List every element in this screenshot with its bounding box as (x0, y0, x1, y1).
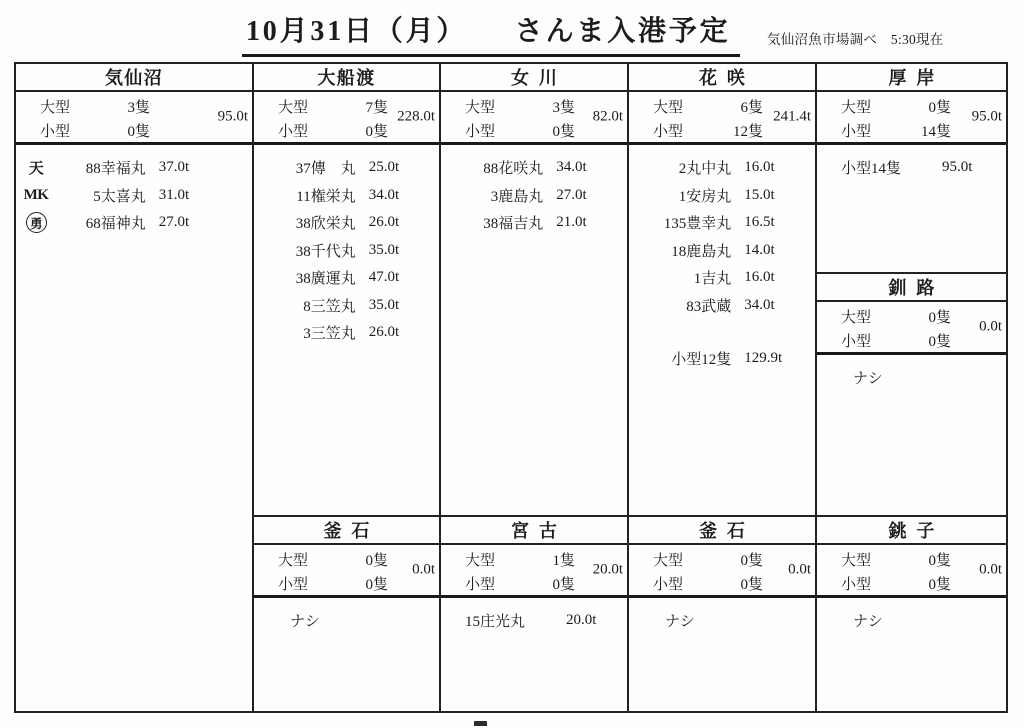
boat-tons: 16.0t (744, 269, 775, 286)
port-name: 宮古 (511, 521, 567, 541)
boat-tons: 37.0t (158, 159, 190, 176)
boat-tons: 25.0t (368, 159, 400, 176)
small-count: 14隻 (921, 123, 952, 140)
large-label: 大型 (841, 99, 872, 116)
port-section-kesennuma (16, 64, 252, 711)
small-count: 0隻 (552, 123, 576, 140)
boat-name: 小型14隻 (841, 161, 902, 178)
boat-name: 2丸中丸 (678, 161, 732, 178)
boat-row (16, 154, 252, 182)
page-header (0, 0, 1024, 62)
port-header (817, 517, 1006, 545)
port-section-onagawa (441, 64, 627, 515)
total-tonnage: 0.0t (412, 561, 435, 578)
boat-tons: 27.0t (158, 214, 190, 231)
boat-name: 15庄光丸 (465, 614, 526, 631)
total-tonnage: 0.0t (979, 561, 1002, 578)
large-count: 0隻 (740, 552, 764, 569)
summary-row-small (817, 328, 1006, 352)
boat-list (254, 145, 439, 515)
total-tonnage: 241.4t (773, 108, 811, 125)
small-count: 0隻 (365, 576, 389, 593)
boat-row (629, 154, 815, 182)
no-ships-label: ナシ (290, 614, 320, 631)
large-count: 7隻 (365, 99, 389, 116)
port-section-ofunato (254, 64, 439, 515)
boat-row (441, 182, 627, 210)
no-ships-row (817, 364, 1006, 392)
large-label: 大型 (40, 99, 71, 116)
boat-list (441, 598, 627, 711)
port-header (441, 517, 627, 545)
large-label: 大型 (465, 552, 496, 569)
port-header (254, 517, 439, 545)
large-label: 大型 (653, 99, 684, 116)
port-header (16, 64, 252, 92)
boat-list (817, 598, 1006, 711)
page-title: 10月31日（月） さんま入港予定 (242, 9, 740, 57)
boat-list (817, 355, 1006, 515)
large-label: 大型 (278, 552, 309, 569)
no-ships-row (629, 607, 815, 635)
no-ships-row (254, 607, 439, 635)
mark-ten: 天 (28, 161, 44, 178)
no-ships-label: ナシ (853, 614, 883, 631)
column-onagawa (439, 64, 627, 711)
boat-name: 5太喜丸 (93, 188, 146, 205)
port-name: 釧路 (888, 278, 945, 298)
column-akkeshi-kushiro (815, 64, 1006, 711)
port-section-miyako (441, 515, 627, 711)
boat-row (441, 209, 627, 237)
large-label: 大型 (465, 99, 496, 116)
boat-row (254, 209, 439, 237)
no-ships-label: ナシ (665, 614, 695, 631)
boat-row (441, 607, 627, 635)
small-count: 0隻 (365, 123, 389, 140)
boat-row (629, 182, 815, 210)
small-label: 小型 (278, 576, 309, 593)
column-ofunato (252, 64, 439, 711)
no-ships-label: ナシ (853, 371, 883, 388)
port-name: 釜石 (323, 521, 380, 541)
port-summary (441, 92, 627, 145)
boat-tons: 26.0t (368, 324, 400, 341)
boat-tons: 34.0t (368, 186, 400, 203)
boat-row (254, 154, 439, 182)
large-label: 大型 (278, 99, 309, 116)
boat-name: 37傳 丸 (295, 161, 356, 178)
boat-row (629, 292, 815, 320)
large-count: 0隻 (365, 552, 389, 569)
total-tonnage: 82.0t (592, 108, 623, 125)
boat-row (16, 209, 252, 237)
total-tonnage: 20.0t (592, 561, 623, 578)
arrival-table (14, 62, 1008, 713)
port-section-hanasaki (629, 64, 815, 515)
boat-list (629, 598, 815, 711)
small-label: 小型 (841, 123, 872, 140)
port-summary (16, 92, 252, 145)
port-header (817, 274, 1006, 302)
boat-tons: 35.0t (368, 296, 400, 313)
small-label: 小型 (841, 333, 872, 350)
small-count: 0隻 (928, 576, 952, 593)
source-note: 気仙沼魚市場調べ 5:30現在 (767, 32, 944, 47)
boat-tons: 15.0t (744, 186, 775, 203)
no-ships-row (817, 607, 1006, 635)
small-label: 小型 (465, 576, 496, 593)
port-header (254, 64, 439, 92)
small-count: 0隻 (740, 576, 764, 593)
port-name: 大船渡 (317, 68, 376, 88)
boat-tons: 20.0t (566, 612, 597, 629)
boat-name: 18鹿島丸 (671, 243, 732, 260)
subtotal-label: 小型12隻 (671, 352, 732, 369)
boat-row (629, 264, 815, 292)
boat-tons: 27.0t (556, 186, 587, 203)
page-number-mark (474, 721, 487, 726)
small-label: 小型 (40, 123, 71, 140)
boat-tons: 35.0t (368, 241, 400, 258)
column-hanasaki (627, 64, 815, 711)
small-count: 0隻 (928, 333, 952, 350)
large-count: 6隻 (740, 99, 764, 116)
boat-row (817, 154, 1006, 182)
large-count: 3隻 (127, 99, 151, 116)
boat-name: 38福吉丸 (483, 216, 544, 233)
boat-name: 38欣栄丸 (295, 216, 356, 233)
large-count: 3隻 (552, 99, 576, 116)
boat-name: 11権栄丸 (296, 188, 356, 205)
boat-tons: 26.0t (368, 214, 400, 231)
port-summary (817, 545, 1006, 598)
boat-row (254, 237, 439, 265)
boat-tons: 21.0t (556, 214, 587, 231)
mark-mk: MK (23, 186, 49, 203)
port-name: 女川 (511, 68, 567, 88)
boat-name: 88幸福丸 (85, 161, 146, 178)
small-count: 0隻 (552, 576, 576, 593)
small-label: 小型 (465, 123, 496, 140)
port-header (629, 64, 815, 92)
boat-tons: 16.5t (744, 214, 775, 231)
buyer-mark (16, 212, 56, 233)
boat-name: 135豊幸丸 (663, 216, 732, 233)
port-summary (817, 302, 1006, 355)
boat-tons: 16.0t (744, 159, 775, 176)
boat-list (629, 145, 815, 515)
boat-name: 38廣運丸 (295, 271, 356, 288)
boat-name: 83武蔵 (686, 298, 732, 315)
boat-row (254, 292, 439, 320)
port-section-akkeshi (817, 64, 1006, 272)
large-count: 0隻 (928, 99, 952, 116)
boat-list (441, 145, 627, 515)
boat-row (629, 237, 815, 265)
total-tonnage: 228.0t (397, 108, 435, 125)
small-boats-subtotal-row (629, 345, 815, 373)
port-name: 釜石 (699, 521, 755, 541)
port-section-kushiro (817, 272, 1006, 515)
boat-name: 3三笠丸 (303, 326, 356, 343)
boat-name: 1吉丸 (693, 271, 732, 288)
total-tonnage: 95.0t (971, 108, 1002, 125)
boat-name: 38千代丸 (295, 243, 356, 260)
boat-tons: 14.0t (744, 241, 775, 258)
boat-name: 88花咲丸 (483, 161, 544, 178)
port-summary (629, 92, 815, 145)
large-count: 0隻 (928, 552, 952, 569)
subtotal-tons: 129.9t (744, 350, 783, 367)
port-section-choshi (817, 515, 1006, 711)
boat-row (441, 154, 627, 182)
port-section-kamaishi-a (254, 515, 439, 711)
boat-row (254, 182, 439, 210)
small-count: 12隻 (733, 123, 764, 140)
small-count: 0隻 (127, 123, 151, 140)
boat-tons: 34.0t (556, 159, 587, 176)
summary-row-large (817, 547, 1006, 571)
large-label: 大型 (653, 552, 684, 569)
port-name: 花咲 (699, 68, 755, 88)
boat-name: 1安房丸 (678, 188, 732, 205)
port-name: 厚岸 (888, 68, 945, 88)
port-section-kamaishi-b (629, 515, 815, 711)
boat-tons: 34.0t (744, 296, 775, 313)
total-tonnage: 95.0t (217, 108, 248, 125)
total-tonnage: 0.0t (979, 318, 1002, 335)
boat-row (254, 319, 439, 347)
large-label: 大型 (841, 309, 872, 326)
boat-name: 3鹿島丸 (490, 188, 544, 205)
boat-tons: 31.0t (158, 186, 190, 203)
summary-row-small (817, 571, 1006, 595)
port-summary (629, 545, 815, 598)
buyer-mark (16, 187, 56, 204)
boat-list (254, 598, 439, 711)
small-label: 小型 (841, 576, 872, 593)
port-summary (254, 545, 439, 598)
buyer-mark (16, 157, 56, 178)
boat-name: 68福神丸 (85, 216, 146, 233)
port-name: 気仙沼 (104, 68, 164, 88)
port-summary (817, 92, 1006, 145)
total-tonnage: 0.0t (788, 561, 811, 578)
port-name: 銚子 (888, 521, 945, 541)
port-header (629, 517, 815, 545)
small-label: 小型 (653, 123, 684, 140)
boat-row (254, 264, 439, 292)
large-count: 0隻 (928, 309, 952, 326)
column-kesennuma (16, 64, 252, 711)
boat-row (629, 209, 815, 237)
small-label: 小型 (653, 576, 684, 593)
boat-tons: 95.0t (942, 159, 973, 176)
mark-yu-circled: 勇 (26, 212, 47, 233)
boat-tons: 47.0t (368, 269, 400, 286)
large-label: 大型 (841, 552, 872, 569)
port-summary (254, 92, 439, 145)
small-label: 小型 (278, 123, 309, 140)
boat-list (817, 145, 1006, 272)
boat-list (16, 145, 252, 711)
port-header (441, 64, 627, 92)
boat-row (16, 182, 252, 210)
summary-row-large (817, 304, 1006, 328)
port-summary (441, 545, 627, 598)
large-count: 1隻 (552, 552, 576, 569)
boat-name: 8三笠丸 (303, 298, 356, 315)
port-header (817, 64, 1006, 92)
